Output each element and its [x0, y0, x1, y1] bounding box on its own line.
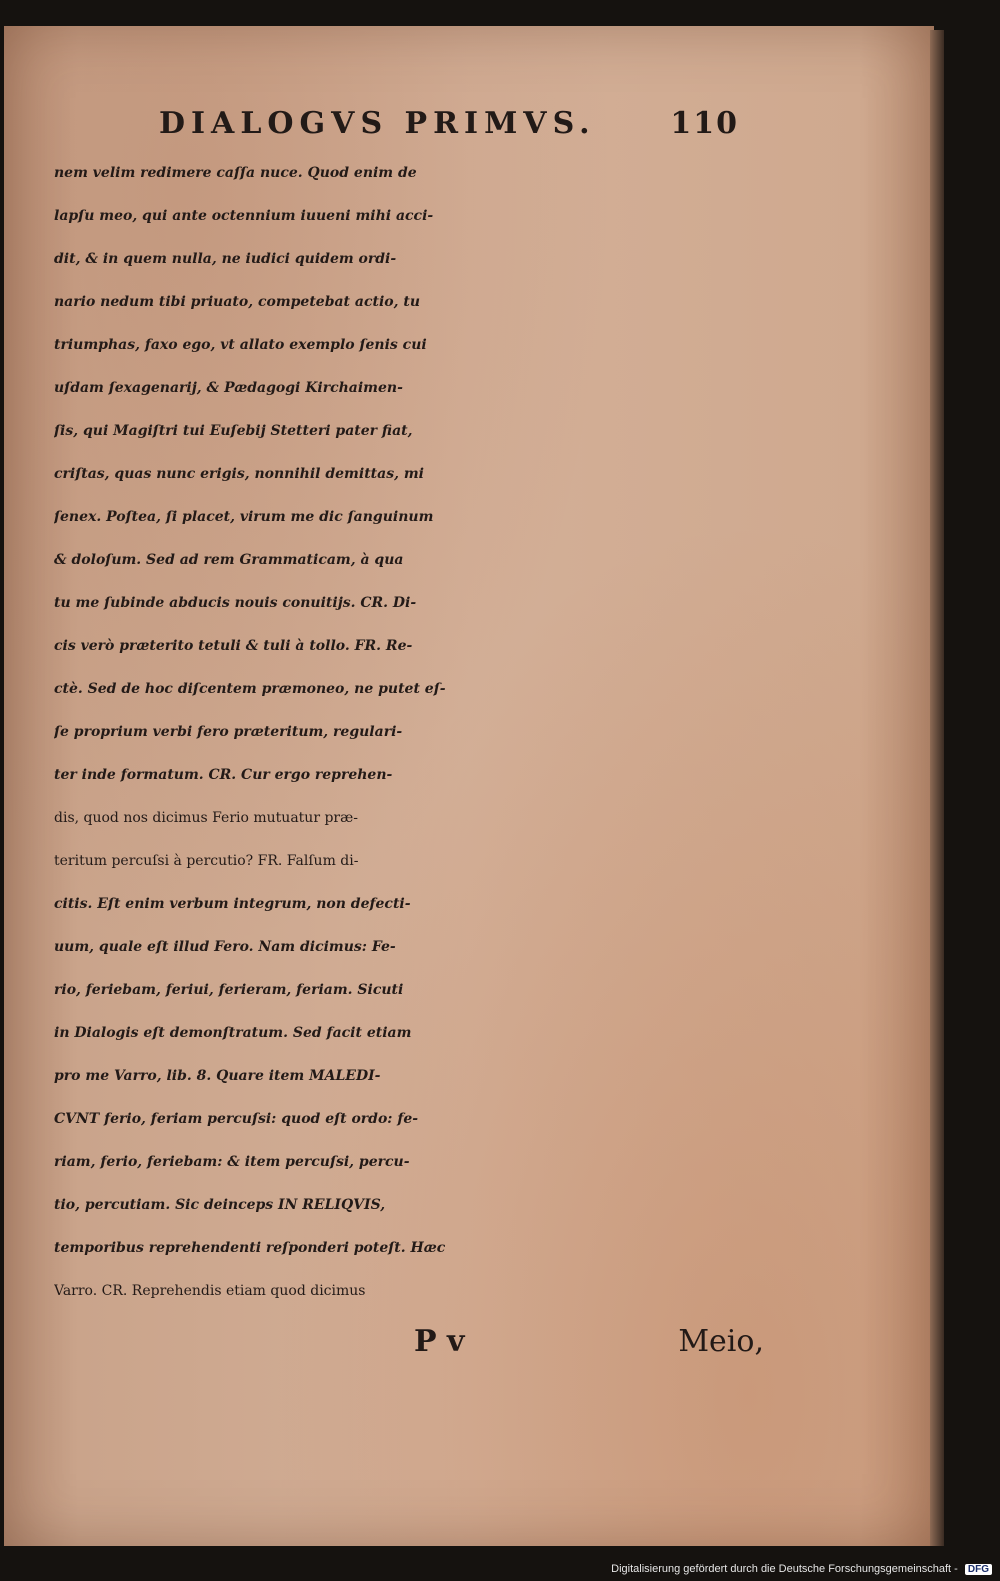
text-line: in Dialogis eſt demonſtratum. Sed facit etiam	[54, 1025, 412, 1041]
text-line: lapſu meo, qui ante octennium iuueni mihi acci-	[54, 208, 434, 224]
page-number: 110	[670, 106, 739, 141]
text-line: citis. Eſt enim verbum integrum, non defecti-	[54, 896, 411, 912]
running-title: DIALOGVS PRIMVS.	[159, 106, 596, 141]
text-line: ctè. Sed de hoc diſcentem præmoneo, ne putet eſ-	[54, 681, 446, 697]
signature-mark: P v	[414, 1324, 465, 1359]
text-line: ſenex. Poſtea, ſi placet, virum me dic ſanguinum	[54, 509, 434, 525]
text-line: triumphas, faxo ego, vt allato exemplo ſenis cui	[54, 337, 427, 353]
page-footer	[404, 1324, 764, 1368]
text-line: & doloſum. Sed ad rem Grammaticam, à qua	[54, 552, 404, 568]
text-line: teritum percuſsi à percutio? FR. Falſum di-	[54, 853, 359, 869]
catchword: Meio,	[678, 1324, 764, 1359]
text-line: CVNT ferio, feriam percuſsi: quod eſt ordo: fe-	[54, 1111, 419, 1127]
text-line: ſe proprium verbi fero præteritum, regulari-	[54, 724, 403, 740]
book-page	[4, 26, 934, 1546]
text-line: tio, percutiam. Sic deinceps IN RELIQVIS,	[54, 1197, 386, 1213]
text-line: riam, ferio, feriebam: & item percuſsi, percu-	[54, 1154, 410, 1170]
text-line: nem velim redimere caſſa nuce. Quod enim de	[54, 165, 417, 181]
text-line: uſdam ſexagenarij, & Pædagogi Kirchaimen-	[54, 380, 403, 396]
text-line: rio, feriebam, feriui, ferieram, feriam. Sicuti	[54, 982, 404, 998]
text-line: Varro. CR. Reprehendis etiam quod dicimus	[54, 1283, 366, 1299]
dfg-logo: DFG	[965, 1564, 992, 1575]
text-line: ſis, qui Magiſtri tui Euſebij Stetteri pater fiat,	[54, 423, 413, 439]
text-line: tu me ſubinde abducis nouis conuitijs. CR. Di-	[54, 595, 417, 611]
text-line: cis verò præterito tetuli & tuli à tollo. FR. Re-	[54, 638, 413, 654]
digitization-credit	[611, 1563, 992, 1575]
running-header	[159, 106, 739, 146]
text-line: ter inde formatum. CR. Cur ergo reprehen-	[54, 767, 393, 783]
page-edge	[930, 30, 944, 1546]
credit-text: Digitalisierung gefördert durch die Deutsche Forschungsgemeinschaft -	[611, 1563, 958, 1575]
text-line: dit, & in quem nulla, ne iudici quidem ordi-	[54, 251, 397, 267]
text-line: nario nedum tibi priuato, competebat actio, tu	[54, 294, 421, 310]
text-line: uum, quale eſt illud Fero. Nam dicimus: Fe-	[54, 939, 396, 955]
text-line: pro me Varro, lib. 8. Quare item MALEDI-	[54, 1068, 381, 1084]
body-text	[54, 152, 754, 1313]
text-line: temporibus reprehendenti reſponderi poteſt. Hæc	[54, 1240, 446, 1256]
text-line: criſtas, quas nunc erigis, nonnihil demittas, mi	[54, 466, 424, 482]
text-line: dis, quod nos dicimus Ferio mutuatur præ-	[54, 810, 359, 826]
